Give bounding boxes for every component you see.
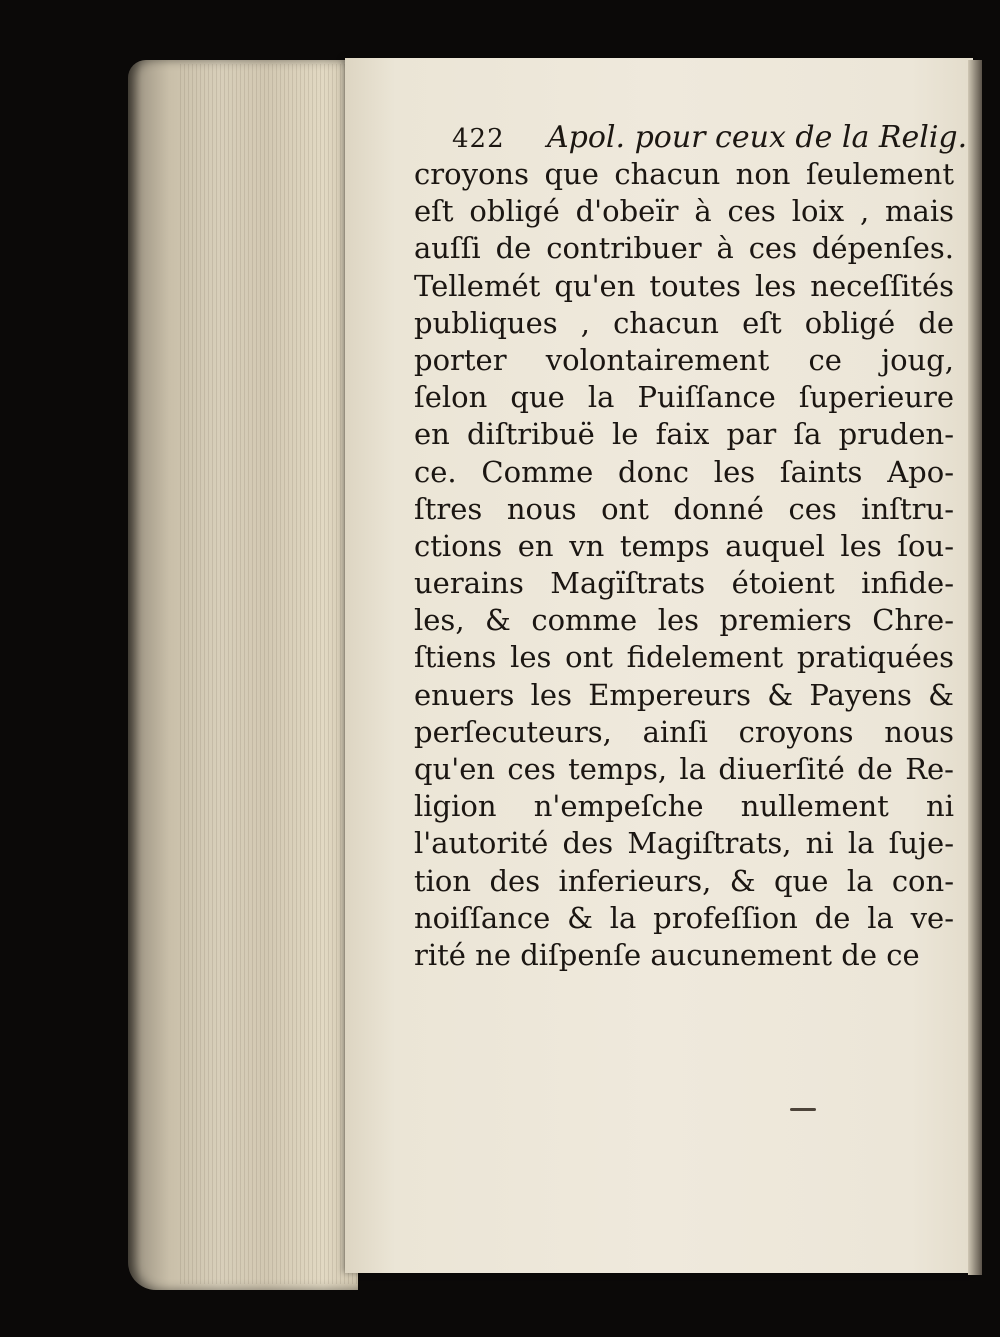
text-line: les, & comme les premiers Chre- — [414, 603, 954, 638]
body-text — [414, 156, 954, 974]
text-line: ſtres nous ont donné ces inſtru- — [414, 491, 954, 526]
text-line: ſelon que la Puiſſance ſuperieure — [414, 380, 954, 415]
page-number: 422 — [452, 124, 505, 154]
text-line: qu'en ces temps, la diuerſité de Re- — [414, 752, 954, 786]
text-line: rité ne diſpenſe aucunement de ce — [414, 937, 920, 972]
text-line: publiques , chacun eſt obligé de — [414, 305, 954, 340]
book-gutter — [968, 60, 982, 1275]
text-line: tion des inferieurs, & que la con- — [414, 863, 954, 898]
text-line: en diſtribuë le faix par ſa pruden- — [414, 417, 954, 452]
text-line: croyons que chacun non ſeulement — [414, 157, 954, 191]
page-stack-edges — [180, 64, 360, 1284]
text-line: uerains Magïſtrats étoient infide- — [414, 566, 954, 601]
text-line: auſſi de contribuer à ces dépenſes. — [414, 231, 954, 266]
text-line: ctions en vn temps auquel les ſou- — [414, 528, 954, 563]
text-line: ligion n'empeſche nullement ni — [414, 789, 954, 824]
text-line: ce. Comme donc les ſaints Apo- — [414, 454, 954, 489]
text-line: perſecuteurs, ainſi croyons nous — [414, 714, 954, 749]
running-title: Apol. pour ceux de la Relig. — [547, 120, 968, 155]
text-line: porter volontairement ce joug, — [414, 342, 954, 377]
ink-mark — [790, 1108, 816, 1111]
text-line: noiſſance & la profeſſion de la ve- — [414, 900, 954, 935]
text-line: eſt obligé d'obeïr à ces loix , mais — [414, 194, 954, 229]
text-line: l'autorité des Magiſtrats, ni la ſuje- — [414, 826, 954, 861]
text-line: enuers les Empereurs & Payens & — [414, 677, 954, 712]
text-line: ſtiens les ont fidelement pratiquées — [414, 640, 954, 675]
text-line: Tellemét qu'en toutes les neceſſités — [414, 268, 954, 303]
